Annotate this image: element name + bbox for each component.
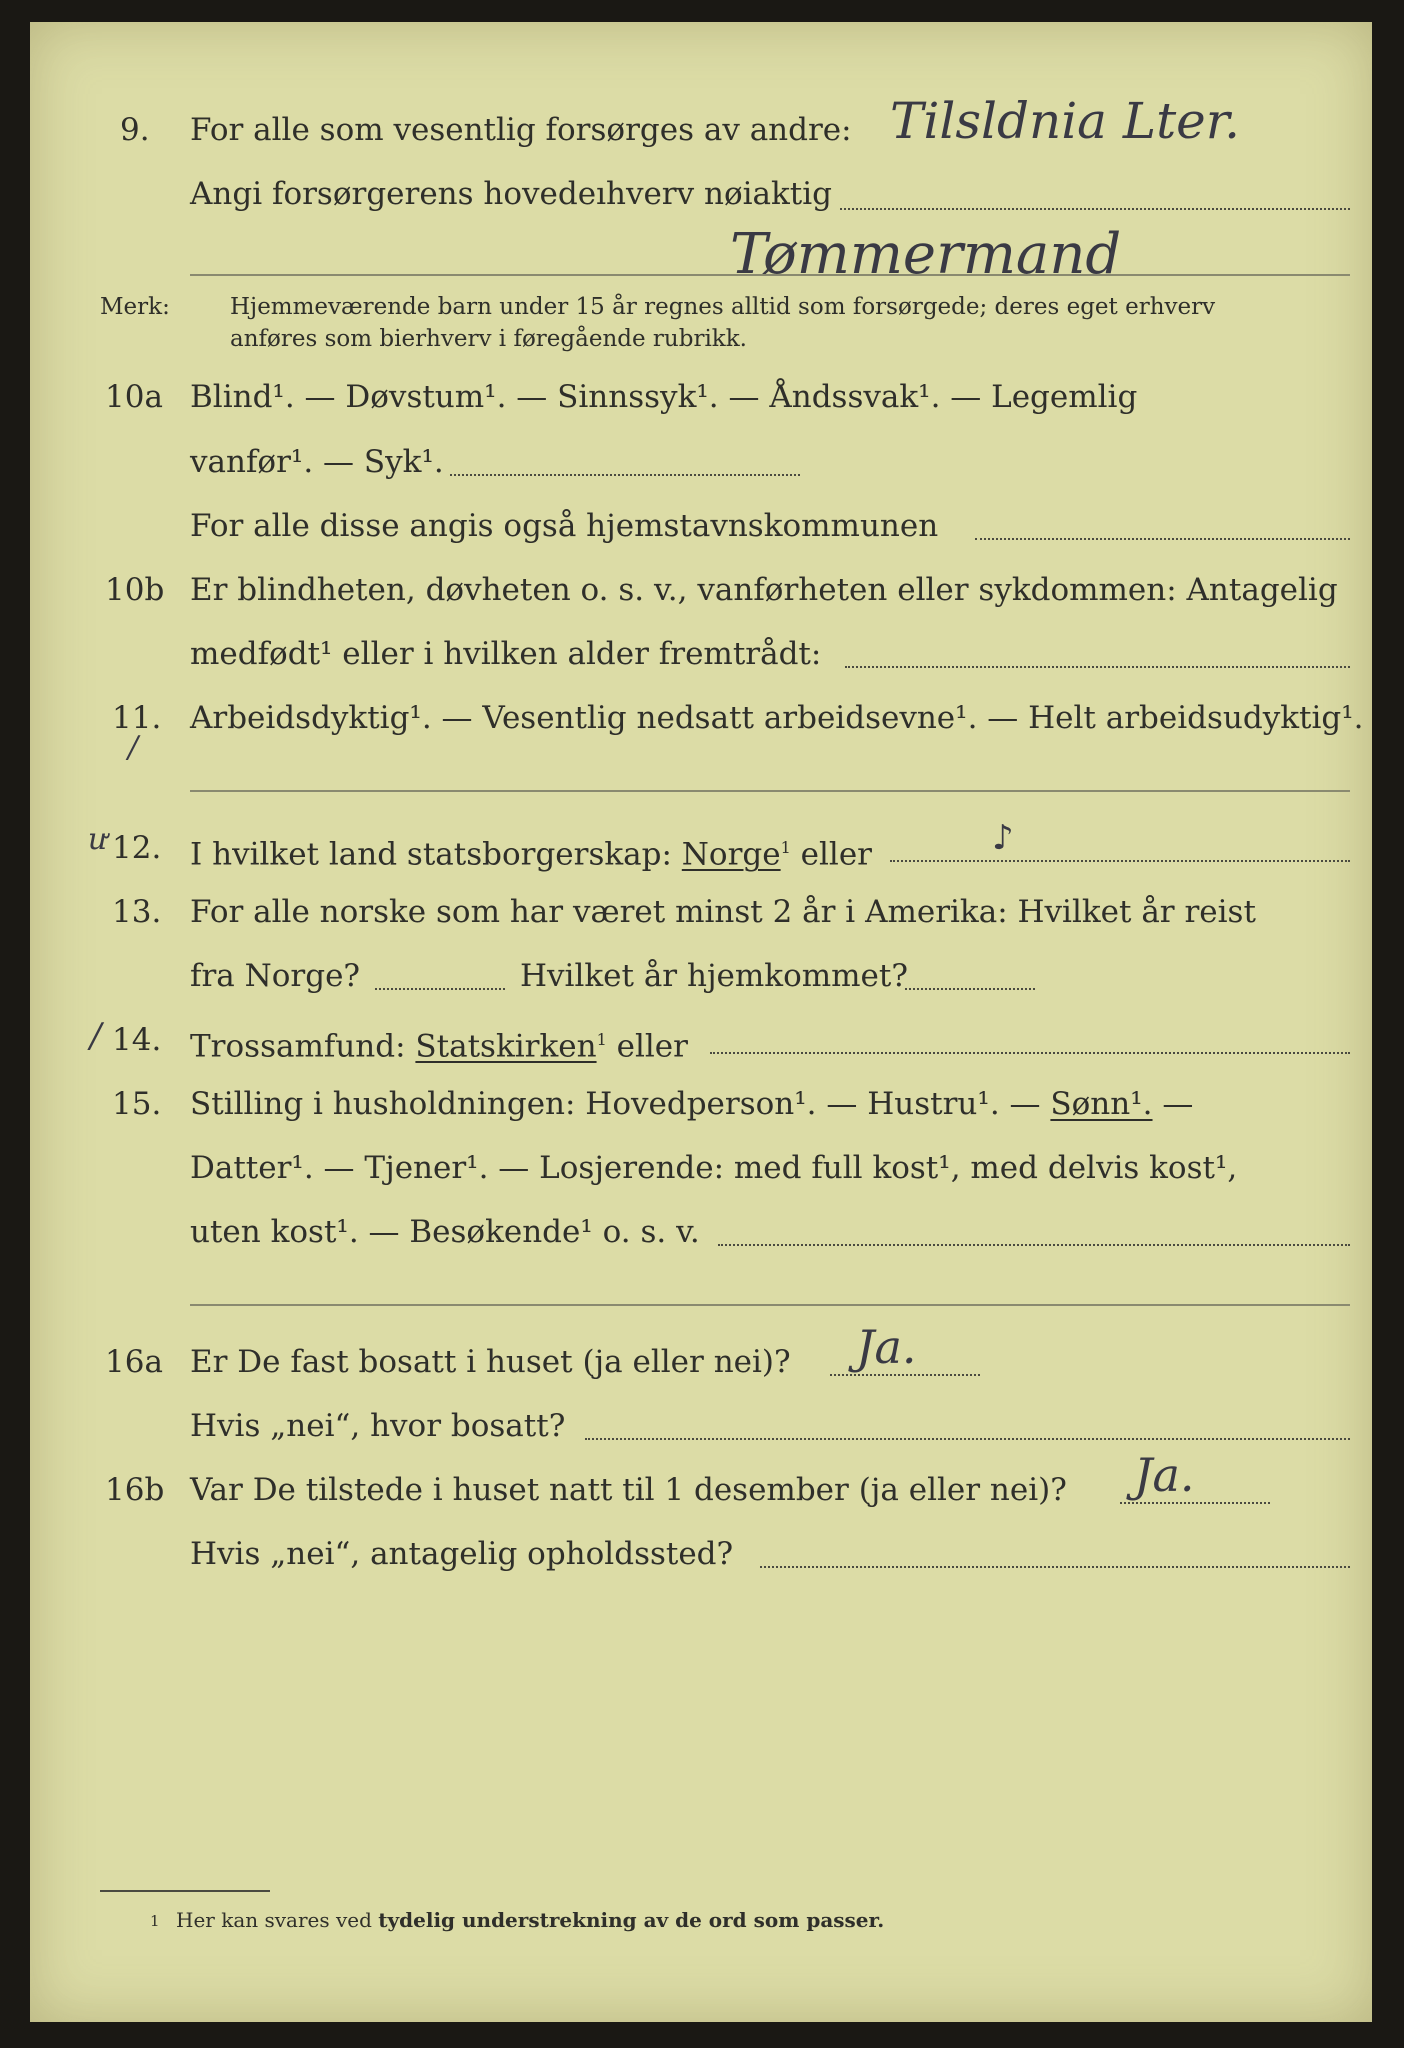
q10b-number: 10b xyxy=(105,572,165,608)
q14-suffix: eller xyxy=(616,1028,688,1065)
q10a-municipality-line xyxy=(975,538,1350,540)
q10a-number: 10a xyxy=(105,379,163,415)
q16b-line1: Var De tilstede i huset natt til 1 desember (ja eller nei)? xyxy=(190,1472,1067,1508)
q12-line: I hvilket land statsborgerskap: Norge$^1$ eller xyxy=(190,836,872,873)
merk-line2: anføres som bierhverv i føregående rubrikk. xyxy=(230,326,747,352)
q15-sonn-underlined: Sønn¹. xyxy=(1050,1086,1153,1122)
q13-year-returned-line xyxy=(905,988,1035,990)
q16b-handwritten-answer: Ja. xyxy=(1134,1448,1195,1502)
q16a-handwritten-answer: Ja. xyxy=(856,1320,917,1374)
q10b-answer-line xyxy=(845,666,1350,668)
q10a-line1: Blind¹. — Døvstum¹. — Sinnssyk¹. — Åndssvak¹. — Legemlig xyxy=(190,379,1138,415)
merk-label: Merk: xyxy=(100,294,170,320)
q9-handwritten-occupation: Tilsldnia Lter. xyxy=(890,92,1241,150)
q16b-whereabouts-line xyxy=(760,1566,1350,1568)
q16a-line1: Er De fast bosatt i huset (ja eller nei)? xyxy=(190,1344,791,1380)
q15-answer-line xyxy=(718,1244,1350,1246)
q10a-line3: For alle disse angis også hjemstavnskommunen xyxy=(190,508,939,544)
q16a-number: 16a xyxy=(105,1344,163,1380)
q9-number: 9. xyxy=(120,112,150,148)
q15-line3: uten kost¹. — Besøkende¹ o. s. v. xyxy=(190,1214,700,1250)
q9-answer-line xyxy=(840,208,1350,210)
q12-norge-underlined: Norge xyxy=(681,836,781,873)
q11-number: 11. xyxy=(112,700,162,736)
q14-statskirken-underlined: Statskirken xyxy=(415,1028,597,1065)
q9-handwritten-trade: Tømmermand xyxy=(730,222,1122,287)
q14-line: Trossamfund: Statskirken$^1$ eller xyxy=(190,1028,688,1065)
q12-suffix: eller xyxy=(800,836,872,873)
footnote-text xyxy=(176,1908,884,1932)
q14-check-mark: / xyxy=(90,1016,102,1056)
merk-line1: Hjemmeværende barn under 15 år regnes alltid som forsørgede; deres eget erhverv xyxy=(230,294,1216,320)
footnote-bold-text: tydelig understrekning av de ord som passer. xyxy=(378,1908,885,1932)
q9-line2: Angi forsørgerens hovedeıhverv nøiaktig xyxy=(190,176,833,212)
q10a-line2: vanfør¹. — Syk¹. xyxy=(190,444,444,480)
q14-answer-line xyxy=(710,1052,1350,1054)
q11-check-mark: / xyxy=(128,730,139,765)
footnote-separator xyxy=(100,1890,270,1892)
q11-answer-line xyxy=(190,790,1350,792)
q10b-line2: medfødt¹ eller i hvilken alder fremtrådt: xyxy=(190,636,822,672)
q13-line1: For alle norske som har været minst 2 år i Amerika: Hvilket år reist xyxy=(190,894,1256,930)
q15-line1 xyxy=(190,1084,1193,1124)
q15-line1-prefix: Stilling i husholdningen: Hovedperson¹. — Hustru¹. — xyxy=(190,1086,1041,1122)
q12-check-mark: ư xyxy=(88,822,108,857)
q14-prefix: Trossamfund: xyxy=(190,1028,406,1065)
q14-number: 14. xyxy=(112,1022,162,1058)
q13-line2a: fra Norge? xyxy=(190,958,361,994)
census-form-page xyxy=(30,22,1372,2022)
footnote-mark: 1 xyxy=(150,1912,160,1930)
q15-line1-suffix: — xyxy=(1162,1086,1194,1122)
q16a-residence-line xyxy=(585,1438,1350,1440)
q10a-answer-line xyxy=(450,474,800,476)
q11-line1: Arbeidsdyktig¹. — Vesentlig nedsatt arbeidsevne¹. — Helt arbeidsudyktig¹. xyxy=(190,700,1364,736)
q12-answer-line xyxy=(890,860,1350,862)
footnote-prefix: Her kan svares ved xyxy=(176,1908,372,1932)
q16b-line2: Hvis „nei“, antagelig opholdssted? xyxy=(190,1536,734,1572)
q13-number: 13. xyxy=(112,894,162,930)
q15-number: 15. xyxy=(112,1086,162,1122)
q13-year-left-line xyxy=(375,988,505,990)
q9-line1: For alle som vesentlig forsørges av andre: xyxy=(190,112,852,148)
q12-handwritten-mark: ♪ xyxy=(992,818,1014,858)
q16a-line2: Hvis „nei“, hvor bosatt? xyxy=(190,1408,566,1444)
q10b-line1: Er blindheten, døvheten o. s. v., vanførheten eller sykdommen: Antagelig xyxy=(190,572,1338,608)
q12-prefix: I hvilket land statsborgerskap: xyxy=(190,836,672,873)
q16b-answer-line xyxy=(1120,1502,1270,1504)
q12-number: 12. xyxy=(112,830,162,866)
q16b-number: 16b xyxy=(105,1472,165,1508)
q15-line2: Datter¹. — Tjener¹. — Losjerende: med full kost¹, med delvis kost¹, xyxy=(190,1150,1238,1186)
q9-second-line xyxy=(190,274,1350,276)
q15-second-line xyxy=(190,1304,1350,1306)
q16a-answer-line xyxy=(830,1374,980,1376)
q13-line2b: Hvilket år hjemkommet? xyxy=(520,958,908,994)
